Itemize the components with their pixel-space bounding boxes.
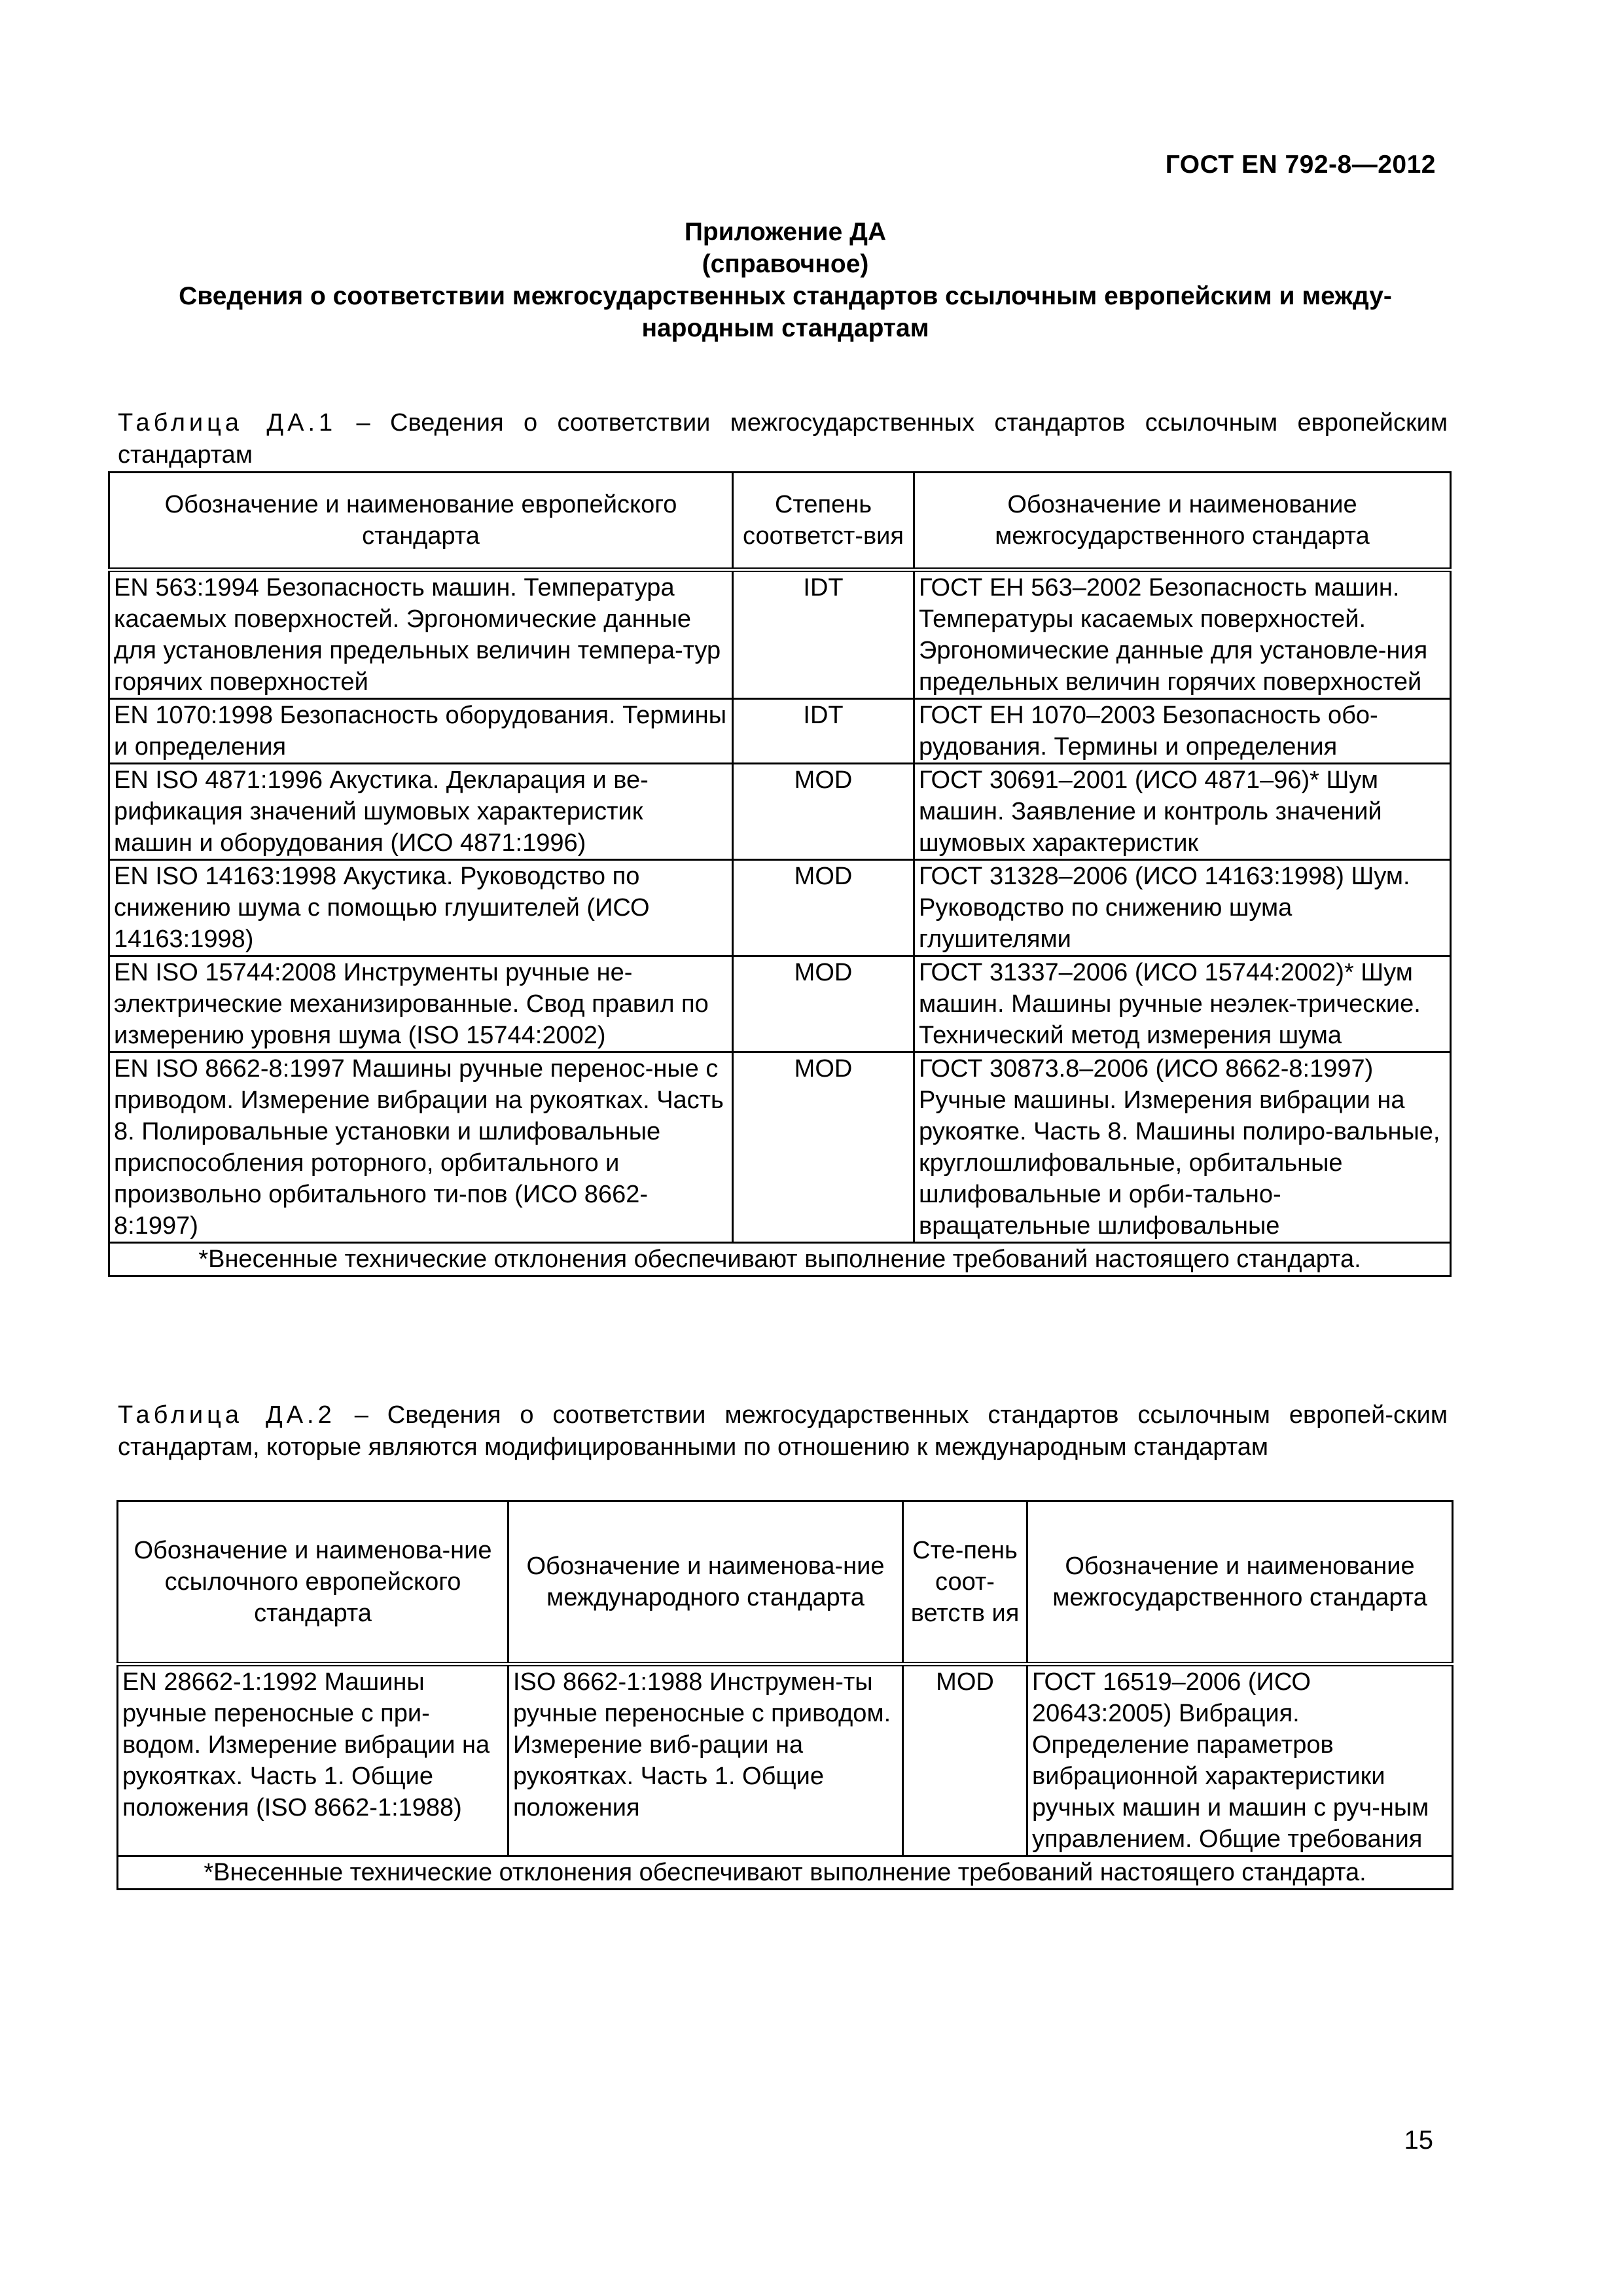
table-row [109, 699, 1451, 764]
table1-cell-degree: IDT [733, 570, 914, 699]
table1-cell-interstate: ГОСТ 31328–2006 (ИСО 14163:1998) Шум. Руководство по снижению шума глушителями [914, 860, 1451, 956]
table2-caption [118, 1399, 1448, 1463]
page-number: 15 [1404, 2126, 1433, 2155]
table1-header-row [109, 473, 1451, 570]
document-number: ГОСТ EN 792-8—2012 [1165, 151, 1436, 179]
table1-cell-european: EN ISO 8662-8:1997 Машины ручные перенос-ные с приводом. Измерение вибрации на рукоятках. Часть 8. Полировальные установки и шлифовальные приспособления роторного, орбитального и произвольно орбитального ти-пов (ИСО 8662-8:1997) [109, 1052, 733, 1243]
table2-header-row [118, 1501, 1453, 1664]
annex-title: Приложение ДА [684, 218, 887, 246]
table1-cell-degree: MOD [733, 1052, 914, 1243]
table-row [109, 956, 1451, 1052]
table2-cell-interstate: ГОСТ 16519–2006 (ИСО 20643:2005) Вибрация. Определение параметров вибрационной характеристики ручных машин и машин с руч-ным управлением. Общие требования [1027, 1664, 1453, 1856]
table1-caption [118, 407, 1448, 471]
table1-cell-european: EN ISO 14163:1998 Акустика. Руководство по снижению шума с помощью глушителей (ИСО 14163:1998) [109, 860, 733, 956]
table-row [118, 1664, 1453, 1856]
table2-col-interstate: Обозначение и наименование межгосударственного стандарта [1027, 1501, 1453, 1664]
table2-caption-label: Таблица ДА.2 [118, 1401, 336, 1429]
table1-cell-interstate: ГОСТ ЕН 563–2002 Безопасность машин. Температуры касаемых поверхностей. Эргономические данные для установле-ния предельных величин горячих поверхностей [914, 570, 1451, 699]
table1-col-degree: Степень соответст-вия [733, 473, 914, 570]
table1-cell-european: EN ISO 4871:1996 Акустика. Декларация и ве-рификация значений шумовых характеристик машин и оборудования (ИСО 4871:1996) [109, 764, 733, 860]
table2-col-degree: Сте-пень соот-ветств ия [903, 1501, 1027, 1664]
table-row [109, 570, 1451, 699]
table2-caption-text: – Сведения о соответствии межгосударственных стандартов ссылочным европей-ским стандартам, которые являются модифицированными по отношению к международным стандартам [118, 1401, 1448, 1461]
table1-cell-interstate: ГОСТ ЕН 1070–2003 Безопасность обо-рудования. Термины и определения [914, 699, 1451, 764]
table2-footnote: *Внесенные технические отклонения обеспечивают выполнение требований настоящего стандарта. [118, 1856, 1453, 1890]
table1-caption-label: Таблица ДА.1 [118, 409, 337, 437]
table2 [116, 1500, 1454, 1890]
table-row [109, 764, 1451, 860]
table2-col-european: Обозначение и наименова-ние ссылочного европейского стандарта [118, 1501, 508, 1664]
table1-cell-degree: MOD [733, 860, 914, 956]
table1 [108, 471, 1452, 1277]
table1-cell-degree: MOD [733, 956, 914, 1052]
annex-heading: Сведения о соответствии межгосударственных стандартов ссылочным европейским и между-народным стандартам [179, 282, 1392, 342]
table1-cell-interstate: ГОСТ 31337–2006 (ИСО 15744:2002)* Шум машин. Машины ручные неэлек-трические. Технический метод измерения шума [914, 956, 1451, 1052]
table1-col-interstate: Обозначение и наименование межгосударственного стандарта [914, 473, 1451, 570]
table2-footnote-row [118, 1856, 1453, 1890]
table1-footnote-row [109, 1243, 1451, 1276]
table1-cell-european: EN 1070:1998 Безопасность оборудования. Термины и определения [109, 699, 733, 764]
table2-col-international: Обозначение и наименова-ние международного стандарта [508, 1501, 903, 1664]
table2-cell-degree: MOD [903, 1664, 1027, 1856]
table2-cell-international: ISO 8662-1:1988 Инструмен-ты ручные переносные с приводом. Измерение виб-рации на рукоятках. Часть 1. Общие положения [508, 1664, 903, 1856]
table2-cell-european: EN 28662-1:1992 Машины ручные переносные с при-водом. Измерение вибрации на рукоятках. Часть 1. Общие положения (ISO 8662-1:1988) [118, 1664, 508, 1856]
table-row [109, 1052, 1451, 1243]
table1-cell-interstate: ГОСТ 30691–2001 (ИСО 4871–96)* Шум машин. Заявление и контроль значений шумовых характеристик [914, 764, 1451, 860]
table1-footnote: *Внесенные технические отклонения обеспечивают выполнение требований настоящего стандарта. [109, 1243, 1451, 1276]
table1-cell-european: EN 563:1994 Безопасность машин. Температура касаемых поверхностей. Эргономические данные для установления предельных величин темпера-тур горячих поверхностей [109, 570, 733, 699]
table1-cell-degree: MOD [733, 764, 914, 860]
annex-type: (справочное) [702, 250, 869, 278]
table-row [109, 860, 1451, 956]
table1-cell-european: EN ISO 15744:2008 Инструменты ручные не-электрические механизированные. Свод правил по измерению уровня шума (ISO 15744:2002) [109, 956, 733, 1052]
table1-cell-degree: IDT [733, 699, 914, 764]
table1-cell-interstate: ГОСТ 30873.8–2006 (ИСО 8662-8:1997) Ручные машины. Измерения вибрации на рукоятке. Часть 8. Машины полиро-вальные, круглошлифовальные, орбитальные шлифовальные и орби-тально-вращательные шлифовальные [914, 1052, 1451, 1243]
table1-col-european: Обозначение и наименование европейского стандарта [109, 473, 733, 570]
table1-caption-text: – Сведения о соответствии межгосударственных стандартов ссылочным европейским стандартам [118, 409, 1448, 469]
